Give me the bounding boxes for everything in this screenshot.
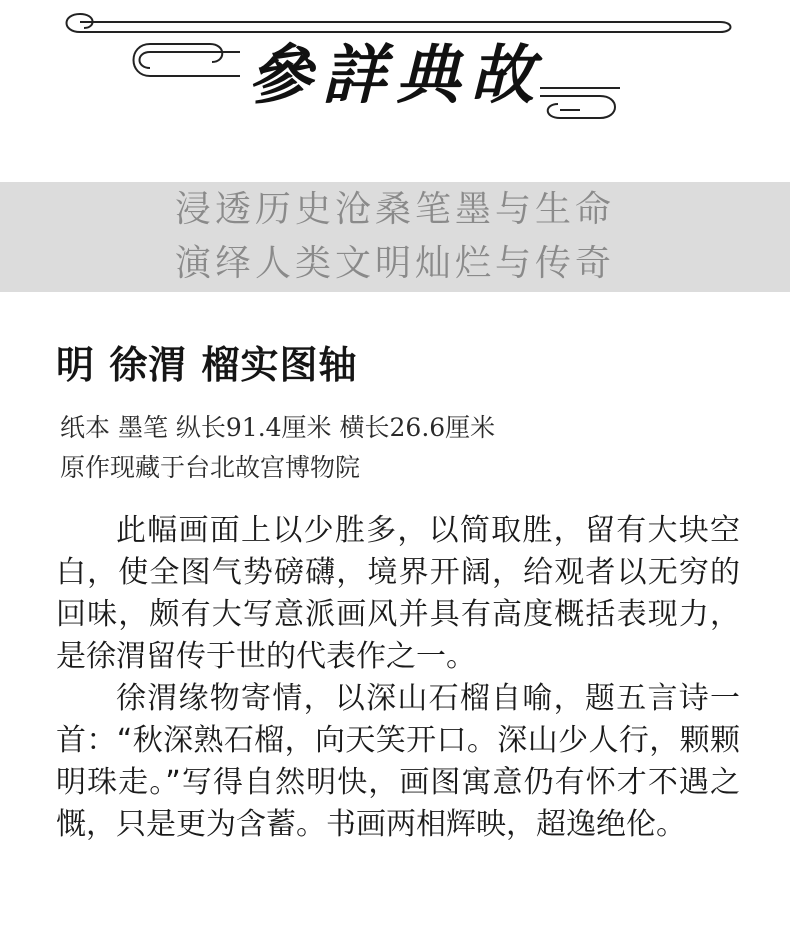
article-title: 明 徐渭 榴实图轴 [56, 342, 358, 387]
slogan-line-2: 演绎人类文明灿烂与传奇 [174, 243, 615, 284]
paragraph: 此幅画面上以少胜多，以简取胜，留有大块空白，使全图气势磅礴，境界开阔，给观者以无穷的回味，颇有大写意派画风并具有高度概括表现力，是徐渭留传于世的代表作之一。 [56, 513, 740, 674]
slogan-banner [0, 182, 790, 292]
artwork-collection: 原作现藏于台北故宫博物院 [60, 453, 361, 482]
section-title: 參詳典故 [248, 38, 544, 113]
article-body [56, 510, 740, 846]
paragraph: 徐渭缘物寄情，以深山石榴自喻，题五言诗一首：“秋深熟石榴，向天笑开口。深山少人行，颗颗明珠走。”写得自然明快，画图寓意仍有怀才不遇之慨，只是更为含蓄。书画两相辉映，超逸绝伦。 [56, 681, 740, 842]
artwork-dimensions: 纸本 墨笔 纵长91.4厘米 横长26.6厘米 [60, 413, 496, 442]
section-header [0, 0, 790, 140]
slogan-line-1: 浸透历史沧桑笔墨与生命 [174, 189, 615, 230]
